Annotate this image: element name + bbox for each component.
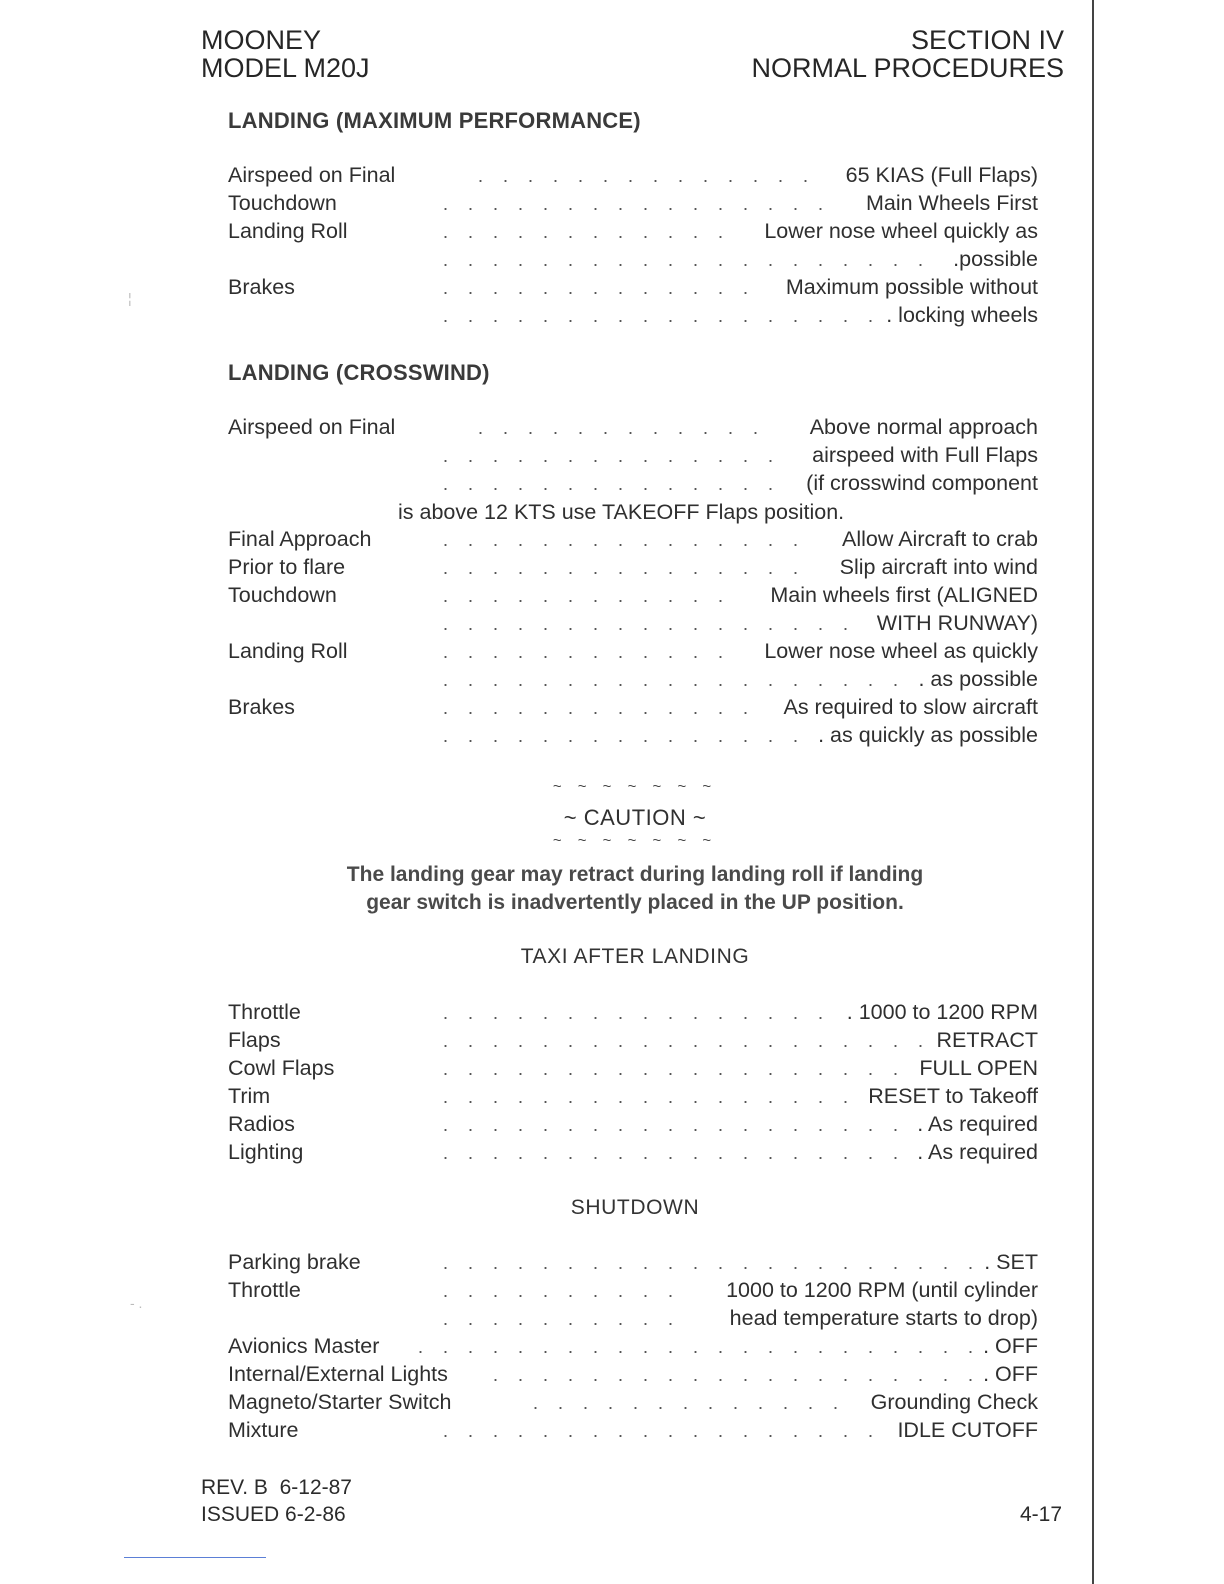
leader-dots <box>433 1157 908 1159</box>
caution-text-line2: gear switch is inadvertently placed in the UP position. <box>366 891 904 914</box>
section-title: NORMAL PROCEDURES <box>751 53 1064 83</box>
leader-dots <box>433 1073 908 1075</box>
procedure-row <box>228 275 1038 303</box>
scan-mark: ¦ <box>128 290 132 306</box>
caution-tilde-bottom: ~ ~ ~ ~ ~ ~ ~ <box>552 832 718 849</box>
row-value: . OFF <box>979 1334 1038 1359</box>
row-value: Lower nose wheel as quickly <box>760 639 1038 664</box>
caution-title: ~ CAUTION ~ <box>563 805 707 830</box>
leader-dots <box>433 1045 933 1047</box>
row-value: RETRACT <box>932 1028 1038 1053</box>
leader-dots <box>433 1295 688 1297</box>
row-value: Above normal approach <box>806 415 1038 440</box>
procedure-row <box>228 219 1038 247</box>
row-label: Touchdown <box>228 583 337 607</box>
leader-dots <box>433 208 843 210</box>
row-value: airspeed with Full Flaps <box>808 443 1038 468</box>
procedure-row <box>228 471 1038 499</box>
footer-revision <box>201 1474 352 1528</box>
row-label: Touchdown <box>228 191 337 215</box>
procedure-row <box>228 247 1038 275</box>
procedure-row <box>228 1390 1038 1418</box>
leader-dots <box>433 1267 983 1269</box>
section-title-shutdown: SHUTDOWN <box>570 1196 700 1219</box>
row-label: Parking brake <box>228 1250 361 1274</box>
row-value: Main Wheels First <box>862 191 1038 216</box>
row-value: . OFF <box>979 1362 1038 1387</box>
leader-dots <box>433 236 728 238</box>
leader-dots <box>433 1101 853 1103</box>
leader-dots <box>433 320 878 322</box>
row-value: Maximum possible without <box>782 275 1038 300</box>
procedure-row <box>228 1306 1038 1334</box>
row-label: Landing Roll <box>228 639 348 663</box>
issued-date: ISSUED 6-2-86 <box>201 1503 346 1526</box>
row-label: Brakes <box>228 275 295 299</box>
leader-dots <box>433 1129 908 1131</box>
procedure-row <box>228 1028 1038 1056</box>
row-label: Internal/External Lights <box>228 1362 448 1386</box>
section-title-landing-crosswind: LANDING (CROSSWIND) <box>228 360 490 385</box>
procedure-row <box>228 1334 1038 1362</box>
row-value: .possible <box>949 247 1038 272</box>
row-label: Airspeed on Final <box>228 415 396 439</box>
row-label: Cowl Flaps <box>228 1056 335 1080</box>
leader-dots <box>433 712 748 714</box>
row-label: Final Approach <box>228 527 372 551</box>
procedure-row <box>228 723 1038 751</box>
row-label: Prior to flare <box>228 555 346 579</box>
row-label: Mixture <box>228 1418 299 1442</box>
row-label: Trim <box>228 1084 271 1108</box>
row-value: 65 KIAS (Full Flaps) <box>842 163 1038 188</box>
revision-date: REV. B 6-12-87 <box>201 1476 352 1499</box>
row-value: . locking wheels <box>882 303 1038 328</box>
procedure-row <box>228 1140 1038 1168</box>
header-right <box>751 26 1064 82</box>
row-value: As required to slow aircraft <box>779 695 1038 720</box>
procedure-row <box>228 415 1038 443</box>
row-value: Slip aircraft into wind <box>836 555 1038 580</box>
procedure-row <box>228 639 1038 667</box>
row-value: Grounding Check <box>867 1390 1038 1415</box>
leader-dots <box>433 460 783 462</box>
row-value: (if crosswind component <box>802 471 1038 496</box>
leader-dots <box>433 264 938 266</box>
procedure-row <box>228 1000 1038 1028</box>
row-value: Allow Aircraft to crab <box>838 527 1038 552</box>
procedure-row <box>228 1362 1038 1390</box>
procedure-row <box>228 443 1038 471</box>
procedure-row <box>228 555 1038 583</box>
crosswind-note: is above 12 KTS use TAKEOFF Flaps position. <box>398 500 845 524</box>
row-value: . as possible <box>914 667 1038 692</box>
row-value: . As required <box>913 1140 1038 1165</box>
leader-dots <box>468 180 813 182</box>
row-value: RESET to Takeoff <box>864 1084 1038 1109</box>
row-label: Brakes <box>228 695 295 719</box>
leader-dots <box>433 656 728 658</box>
leader-dots <box>433 684 903 686</box>
procedure-row <box>228 1278 1038 1306</box>
procedure-row <box>228 1112 1038 1140</box>
row-label: Airspeed on Final <box>228 163 396 187</box>
model: MODEL M20J <box>201 53 370 83</box>
leader-dots <box>433 544 813 546</box>
procedure-row <box>228 1056 1038 1084</box>
row-label: Throttle <box>228 1278 301 1302</box>
header-left <box>201 26 370 82</box>
scan-mark: ‐ . <box>130 1295 143 1311</box>
procedure-row <box>228 667 1038 695</box>
procedure-row <box>228 611 1038 639</box>
row-label: Lighting <box>228 1140 304 1164</box>
row-value: IDLE CUTOFF <box>893 1418 1038 1443</box>
caution-tilde-top: ~ ~ ~ ~ ~ ~ ~ <box>552 778 718 795</box>
procedure-row <box>228 303 1038 331</box>
row-value: . SET <box>980 1250 1038 1275</box>
footer-rule <box>124 1557 266 1558</box>
leader-dots <box>408 1351 978 1353</box>
procedure-row <box>228 527 1038 555</box>
leader-dots <box>433 1323 693 1325</box>
row-value: head temperature starts to drop) <box>726 1306 1038 1331</box>
section-title-taxi: TAXI AFTER LANDING <box>520 945 750 968</box>
leader-dots <box>433 1017 838 1019</box>
leader-dots <box>433 600 743 602</box>
leader-dots <box>433 572 813 574</box>
row-label: Radios <box>228 1112 295 1136</box>
row-label: Flaps <box>228 1028 281 1052</box>
row-label: Throttle <box>228 1000 301 1024</box>
leader-dots <box>523 1407 848 1409</box>
caution-text-line1: The landing gear may retract during landing roll if landing <box>346 863 924 886</box>
row-value: WITH RUNWAY) <box>873 611 1038 636</box>
procedure-row <box>228 695 1038 723</box>
procedure-row <box>228 1418 1038 1446</box>
procedure-row <box>228 191 1038 219</box>
row-value: . As required <box>913 1112 1038 1137</box>
section-title-landing-max: LANDING (MAXIMUM PERFORMANCE) <box>228 108 641 133</box>
row-value: . as quickly as possible <box>814 723 1038 748</box>
row-label: Avionics Master <box>228 1334 380 1358</box>
leader-dots <box>433 628 863 630</box>
procedure-row <box>228 1084 1038 1112</box>
row-value: FULL OPEN <box>915 1056 1038 1081</box>
leader-dots <box>433 292 753 294</box>
row-value: . 1000 to 1200 RPM <box>843 1000 1038 1025</box>
leader-dots <box>433 488 773 490</box>
leader-dots <box>483 1379 978 1381</box>
procedure-row <box>228 1250 1038 1278</box>
row-label: Magneto/Starter Switch <box>228 1390 452 1414</box>
procedure-row <box>228 163 1038 191</box>
leader-dots <box>433 1435 888 1437</box>
row-value: 1000 to 1200 RPM (until cylinder <box>722 1278 1038 1303</box>
page-number: 4-17 <box>1020 1503 1063 1526</box>
section-number: SECTION IV <box>910 25 1064 55</box>
row-label: Landing Roll <box>228 219 348 243</box>
procedure-row <box>228 583 1038 611</box>
row-value: Main wheels first (ALIGNED <box>766 583 1038 608</box>
manufacturer: MOONEY <box>201 25 322 55</box>
row-value: Lower nose wheel quickly as <box>760 219 1038 244</box>
leader-dots <box>468 432 778 434</box>
leader-dots <box>433 740 798 742</box>
